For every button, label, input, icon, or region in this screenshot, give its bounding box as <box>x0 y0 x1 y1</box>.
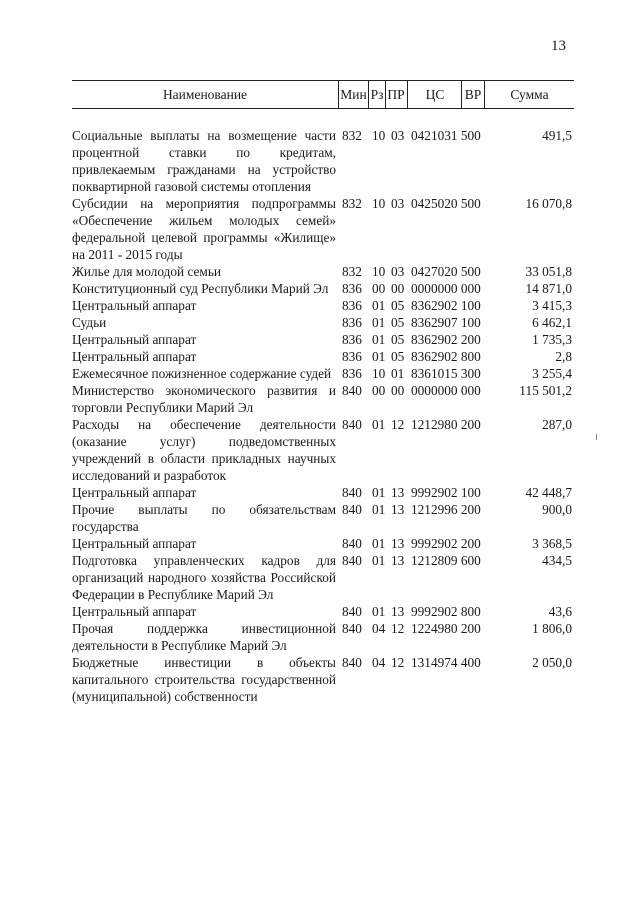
row-min: 840 <box>342 485 362 500</box>
row-min: 836 <box>342 298 362 313</box>
header-pr: ПР <box>387 87 405 102</box>
row-rz: 10 <box>372 196 386 211</box>
table-row <box>72 416 574 484</box>
row-sum: 14 871,0 <box>525 281 572 296</box>
row-pr: 13 <box>391 485 405 500</box>
table-row <box>72 501 574 535</box>
table-row <box>72 263 574 280</box>
row-sum: 42 448,7 <box>525 485 572 500</box>
row-name: Субсидии на мероприятия подпрограммы «Обеспечение жильем молодых семей» федеральной целевой программы «Жилище» на 2011 - 2015 годы <box>72 196 336 262</box>
row-rz: 01 <box>372 349 386 364</box>
row-name: Ежемесячное пожизненное содержание судей <box>72 366 332 381</box>
row-cs: 0000000 000 <box>411 281 481 296</box>
row-name: Жилье для молодой семьи <box>72 264 221 279</box>
row-sum: 491,5 <box>542 128 572 143</box>
row-name: Бюджетные инвестиции в объекты капитального строительства государственной (муниципальной) собственности <box>72 655 336 704</box>
row-pr: 00 <box>391 281 405 296</box>
row-name: Конституционный суд Республики Марий Эл <box>72 281 329 296</box>
row-cs: 8362902 200 <box>411 332 481 347</box>
table-row <box>72 314 574 331</box>
table-row <box>72 535 574 552</box>
row-cs: 8361015 300 <box>411 366 481 381</box>
row-pr: 05 <box>391 315 405 330</box>
row-cs: 8362907 100 <box>411 315 481 330</box>
table-row <box>72 195 574 263</box>
table-row <box>72 331 574 348</box>
row-rz: 00 <box>372 281 386 296</box>
row-name: Прочие выплаты по обязательствам государства <box>72 502 336 534</box>
row-pr: 05 <box>391 349 405 364</box>
page-number: 13 <box>551 38 566 54</box>
row-rz: 01 <box>372 485 386 500</box>
table-row <box>72 552 574 603</box>
row-sum: 33 051,8 <box>525 264 572 279</box>
table-row <box>72 620 574 654</box>
row-cs: 1314974 400 <box>411 655 481 670</box>
row-sum: 1 806,0 <box>532 621 572 636</box>
row-pr: 03 <box>391 264 405 279</box>
row-rz: 01 <box>372 536 386 551</box>
row-name: Расходы на обеспечение деятельности (оказание услуг) подведомственных учреждений в области прикладных научных исследований и разработок <box>72 417 336 483</box>
table-row <box>72 603 574 620</box>
row-pr: 03 <box>391 128 405 143</box>
table-header <box>72 80 574 109</box>
row-cs: 0421031 500 <box>411 128 481 143</box>
row-sum: 2,8 <box>555 349 572 364</box>
row-pr: 05 <box>391 298 405 313</box>
row-name: Подготовка управленческих кадров для организаций народного хозяйства Российской Федерации в Республике Марий Эл <box>72 553 336 602</box>
row-min: 836 <box>342 332 362 347</box>
row-pr: 12 <box>391 417 405 432</box>
table-row <box>72 348 574 365</box>
row-rz: 01 <box>372 315 386 330</box>
row-cs: 1212996 200 <box>411 502 481 517</box>
row-pr: 00 <box>391 383 405 398</box>
row-min: 840 <box>342 417 362 432</box>
row-pr: 05 <box>391 332 405 347</box>
row-min: 840 <box>342 655 362 670</box>
table-row <box>72 484 574 501</box>
row-min: 840 <box>342 383 362 398</box>
row-pr: 12 <box>391 655 405 670</box>
row-min: 840 <box>342 536 362 551</box>
row-name: Социальные выплаты на возмещение части процентной ставки по кредитам, привлекаемым гражданами на устройство поквартирной газовой системы отопления <box>72 128 336 194</box>
row-rz: 01 <box>372 604 386 619</box>
row-sum: 2 050,0 <box>532 655 572 670</box>
row-cs: 9992902 800 <box>411 604 481 619</box>
row-rz: 01 <box>372 553 386 568</box>
row-sum: 6 462,1 <box>532 315 572 330</box>
table-row <box>72 382 574 416</box>
row-name: Судьи <box>72 315 107 330</box>
row-min: 832 <box>342 128 362 143</box>
header-min: Мин <box>340 87 367 102</box>
row-pr: 13 <box>391 536 405 551</box>
header-vr: ВР <box>464 87 482 102</box>
table-body <box>72 127 574 705</box>
table-row <box>72 654 574 705</box>
header-cs: ЦС <box>425 87 445 102</box>
row-min: 836 <box>342 349 362 364</box>
row-sum: 3 255,4 <box>532 366 572 381</box>
row-min: 840 <box>342 621 362 636</box>
row-sum: 43,6 <box>548 604 572 619</box>
row-sum: 434,5 <box>542 553 572 568</box>
row-cs: 9992902 200 <box>411 536 481 551</box>
row-name: Центральный аппарат <box>72 298 197 313</box>
table-row <box>72 280 574 297</box>
row-rz: 01 <box>372 298 386 313</box>
row-rz: 01 <box>372 502 386 517</box>
row-sum: 1 735,3 <box>532 332 572 347</box>
row-name: Министерство экономического развития и торговли Республики Марий Эл <box>72 383 336 415</box>
row-sum: 900,0 <box>542 502 572 517</box>
row-cs: 0425020 500 <box>411 196 481 211</box>
table-row <box>72 127 574 195</box>
row-min: 832 <box>342 264 362 279</box>
row-sum: 16 070,8 <box>525 196 572 211</box>
row-cs: 0427020 500 <box>411 264 481 279</box>
table-row <box>72 365 574 382</box>
header-name: Наименование <box>162 87 248 102</box>
row-pr: 13 <box>391 553 405 568</box>
row-pr: 13 <box>391 604 405 619</box>
row-sum: 287,0 <box>542 417 572 432</box>
row-name: Центральный аппарат <box>72 604 197 619</box>
row-cs: 0000000 000 <box>411 383 481 398</box>
row-rz: 10 <box>372 128 386 143</box>
row-cs: 1212980 200 <box>411 417 481 432</box>
row-name: Прочая поддержка инвестиционной деятельности в Республике Марий Эл <box>72 621 336 653</box>
row-min: 840 <box>342 553 362 568</box>
row-cs: 8362902 100 <box>411 298 481 313</box>
budget-table <box>72 80 574 705</box>
row-pr: 03 <box>391 196 405 211</box>
row-min: 836 <box>342 281 362 296</box>
row-name: Центральный аппарат <box>72 485 197 500</box>
row-name: Центральный аппарат <box>72 332 197 347</box>
row-name: Центральный аппарат <box>72 536 197 551</box>
row-rz: 00 <box>372 383 386 398</box>
row-min: 832 <box>342 196 362 211</box>
row-rz: 04 <box>372 621 386 636</box>
row-min: 836 <box>342 366 362 381</box>
row-sum: 3 415,3 <box>532 298 572 313</box>
header-rz: Рз <box>370 87 384 102</box>
row-pr: 12 <box>391 621 405 636</box>
row-sum: 3 368,5 <box>532 536 572 551</box>
row-min: 836 <box>342 315 362 330</box>
row-rz: 04 <box>372 655 386 670</box>
row-cs: 9992902 100 <box>411 485 481 500</box>
row-min: 840 <box>342 502 362 517</box>
row-cs: 8362902 800 <box>411 349 481 364</box>
row-name: Центральный аппарат <box>72 349 197 364</box>
row-rz: 01 <box>372 417 386 432</box>
header-sum: Сумма <box>510 87 549 102</box>
scan-mark <box>596 434 597 440</box>
row-cs: 1224980 200 <box>411 621 481 636</box>
table-row <box>72 297 574 314</box>
row-rz: 01 <box>372 332 386 347</box>
row-cs: 1212809 600 <box>411 553 481 568</box>
row-min: 840 <box>342 604 362 619</box>
row-rz: 10 <box>372 264 386 279</box>
row-pr: 13 <box>391 502 405 517</box>
row-sum: 115 501,2 <box>519 383 572 398</box>
row-rz: 10 <box>372 366 386 381</box>
row-pr: 01 <box>391 366 405 381</box>
